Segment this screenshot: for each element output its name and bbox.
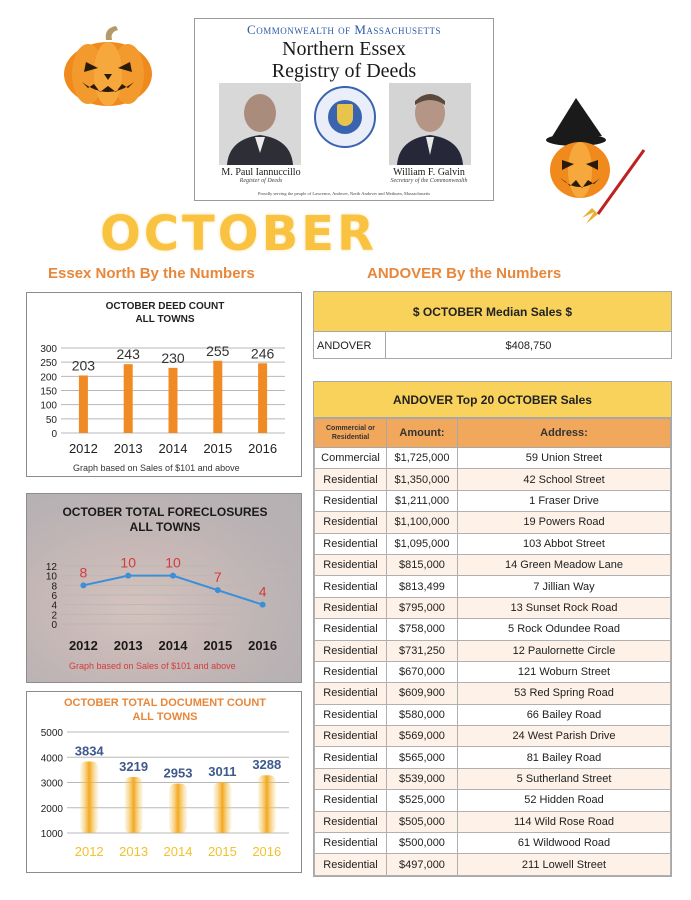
address-cell: 5 Rock Odundee Road — [458, 619, 671, 640]
type-cell: Residential — [315, 768, 387, 789]
x-tick-label: 2014 — [163, 844, 193, 859]
type-cell: Residential — [315, 811, 387, 832]
x-tick-label: 2012 — [68, 638, 98, 653]
data-label: 3219 — [119, 758, 149, 774]
month-title: OCTOBER — [100, 206, 377, 262]
data-point — [260, 602, 266, 608]
chart-subtitle: ALL TOWNS — [129, 520, 201, 534]
y-tick-label: 0 — [51, 620, 57, 631]
x-tick-label: 2015 — [207, 844, 237, 859]
address-cell: 59 Union Street — [458, 448, 671, 469]
data-point — [215, 587, 221, 593]
type-cell: Residential — [315, 726, 387, 747]
address-cell: 211 Lowell Street — [458, 854, 671, 875]
type-cell: Residential — [315, 704, 387, 725]
type-cell: Residential — [315, 576, 387, 597]
table-row — [315, 661, 671, 682]
data-label: 4 — [258, 583, 267, 600]
median-sales-box — [313, 291, 672, 359]
data-label: 3834 — [74, 743, 104, 759]
bar — [258, 775, 276, 833]
type-cell: Residential — [315, 554, 387, 575]
chart-subtitle: ALL TOWNS — [135, 314, 195, 325]
table-row — [315, 490, 671, 511]
amount-cell: $795,000 — [387, 597, 458, 618]
amount-cell: $609,900 — [387, 683, 458, 704]
data-label: 203 — [71, 357, 96, 374]
column-address-header: Address: — [458, 419, 671, 448]
y-tick-label: 8 — [51, 581, 57, 593]
table-row — [315, 726, 671, 747]
median-value: $408,750 — [505, 339, 552, 352]
register-title: Register of Deeds — [239, 178, 283, 184]
data-point — [80, 582, 86, 588]
x-tick-label: 2013 — [113, 638, 143, 653]
column-type-header: Commercial or Residential — [315, 419, 387, 448]
address-cell: 81 Bailey Road — [458, 747, 671, 768]
table-row — [315, 512, 671, 533]
table-row — [315, 554, 671, 575]
data-label: 230 — [161, 349, 185, 366]
amount-cell: $539,000 — [387, 768, 458, 789]
register-name: M. Paul Iannuccillo — [221, 167, 301, 178]
y-tick-label: 1000 — [40, 829, 63, 840]
data-label: 10 — [165, 554, 181, 571]
y-tick-label: 4 — [51, 600, 57, 612]
secretary-title: Secretary of the Commonwealth — [390, 178, 468, 184]
data-label: 7 — [213, 569, 222, 586]
register-photo — [219, 83, 301, 165]
address-cell: 1 Fraser Drive — [458, 490, 671, 511]
bar — [79, 375, 88, 433]
type-cell: Commercial — [315, 448, 387, 469]
bar — [258, 363, 267, 433]
bar — [213, 782, 231, 833]
x-tick-label: 2012 — [68, 441, 98, 456]
address-cell: 66 Bailey Road — [458, 704, 671, 725]
amount-cell: $731,250 — [387, 640, 458, 661]
data-label: 2953 — [163, 765, 193, 781]
table-row — [315, 704, 671, 725]
data-label: 255 — [206, 342, 230, 359]
address-cell: 52 Hidden Road — [458, 790, 671, 811]
header-commonwealth: Commonwealth of Massachusetts — [247, 22, 441, 37]
andover-title: ANDOVER By the Numbers — [367, 265, 562, 282]
address-cell: 53 Red Spring Road — [458, 683, 671, 704]
massachusetts-seal-icon — [314, 86, 376, 148]
amount-cell: $500,000 — [387, 833, 458, 854]
chart-title: OCTOBER TOTAL FORECLOSURES — [62, 505, 268, 519]
table-row — [315, 854, 671, 875]
header-footer-text: Proudly serving the people of Lawrence, Andover, North Andover and Methuen, Massachusetts — [257, 191, 431, 196]
type-cell: Residential — [315, 661, 387, 682]
y-tick-label: 12 — [45, 562, 57, 573]
bar — [124, 364, 133, 433]
y-tick-label: 2 — [51, 610, 57, 622]
amount-cell: $1,095,000 — [387, 533, 458, 554]
jack-o-lantern-icon — [58, 24, 158, 109]
amount-cell: $505,000 — [387, 811, 458, 832]
chart-subtitle: ALL TOWNS — [132, 711, 198, 723]
table-row — [315, 640, 671, 661]
x-tick-label: 2016 — [252, 844, 282, 859]
table-row — [315, 469, 671, 490]
amount-cell: $670,000 — [387, 661, 458, 682]
x-tick-label: 2015 — [203, 638, 233, 653]
y-tick-label: 4000 — [40, 753, 63, 765]
witch-pumpkin-icon — [546, 96, 656, 226]
data-label: 246 — [250, 345, 275, 362]
table-row — [315, 448, 671, 469]
amount-cell: $569,000 — [387, 726, 458, 747]
top-sales-box — [313, 381, 672, 877]
y-tick-label: 150 — [40, 386, 57, 398]
document-count-chart — [26, 691, 302, 873]
x-tick-label: 2013 — [119, 844, 149, 859]
y-tick-label: 2000 — [40, 803, 63, 815]
column-amount-header: Amount: — [387, 419, 458, 448]
secretary-photo — [389, 83, 471, 165]
data-label: 3288 — [252, 757, 282, 773]
amount-cell: $1,350,000 — [387, 469, 458, 490]
type-cell: Residential — [315, 490, 387, 511]
register-caption — [201, 167, 321, 184]
chart-note: Graph based on Sales of $101 and above — [73, 463, 240, 473]
address-cell: 42 School Street — [458, 469, 671, 490]
address-cell: 121 Woburn Street — [458, 661, 671, 682]
type-cell: Residential — [315, 833, 387, 854]
x-tick-label: 2016 — [248, 441, 278, 456]
header-registry: Registry of Deeds — [271, 60, 417, 82]
amount-cell: $1,100,000 — [387, 512, 458, 533]
bar — [169, 784, 187, 833]
address-cell: 19 Powers Road — [458, 512, 671, 533]
secretary-caption — [369, 167, 489, 184]
address-cell: 61 Wildwood Road — [458, 833, 671, 854]
y-tick-label: 100 — [40, 400, 57, 412]
table-header-row — [315, 419, 671, 448]
registry-header-card — [194, 18, 494, 201]
data-point — [125, 573, 131, 579]
y-tick-label: 5000 — [40, 728, 63, 739]
data-label: 243 — [116, 346, 140, 363]
amount-cell: $1,211,000 — [387, 490, 458, 511]
foreclosures-chart — [26, 493, 302, 683]
address-cell: 5 Sutherland Street — [458, 768, 671, 789]
y-tick-label: 0 — [51, 429, 57, 440]
table-row — [315, 747, 671, 768]
bar — [213, 361, 222, 433]
type-cell: Residential — [315, 683, 387, 704]
chart-note: Graph based on Sales of $101 and above — [69, 661, 236, 671]
x-tick-label: 2016 — [248, 638, 278, 653]
x-tick-label: 2015 — [203, 441, 233, 456]
x-tick-label: 2013 — [113, 441, 143, 456]
deed-count-chart — [26, 292, 302, 477]
data-label: 8 — [79, 564, 88, 581]
x-tick-label: 2014 — [158, 441, 188, 456]
amount-cell: $758,000 — [387, 619, 458, 640]
amount-cell: $565,000 — [387, 747, 458, 768]
top-sales-table — [314, 418, 671, 876]
y-tick-label: 200 — [40, 372, 57, 384]
type-cell: Residential — [315, 533, 387, 554]
header-northern-essex: Northern Essex — [282, 38, 406, 60]
address-cell: 114 Wild Rose Road — [458, 811, 671, 832]
median-town: ANDOVER — [314, 332, 386, 359]
address-cell: 12 Paulornette Circle — [458, 640, 671, 661]
table-row — [315, 619, 671, 640]
type-cell: Residential — [315, 619, 387, 640]
amount-cell: $525,000 — [387, 790, 458, 811]
data-label: 3011 — [208, 764, 237, 780]
table-row — [315, 768, 671, 789]
type-cell: Residential — [315, 640, 387, 661]
y-tick-label: 250 — [40, 358, 57, 370]
bar — [169, 368, 178, 433]
type-cell: Residential — [315, 597, 387, 618]
table-row — [315, 597, 671, 618]
median-row — [314, 332, 671, 359]
amount-cell: $497,000 — [387, 854, 458, 875]
type-cell: Residential — [315, 790, 387, 811]
amount-cell: $813,499 — [387, 576, 458, 597]
secretary-name: William F. Galvin — [393, 167, 465, 178]
essex-north-title: Essex North By the Numbers — [48, 265, 255, 282]
type-cell: Residential — [315, 854, 387, 875]
data-point — [170, 573, 176, 579]
y-tick-label: 50 — [45, 414, 57, 426]
address-cell: 7 Jillian Way — [458, 576, 671, 597]
type-cell: Residential — [315, 512, 387, 533]
bar — [80, 761, 98, 833]
type-cell: Residential — [315, 747, 387, 768]
chart-title: OCTOBER DEED COUNT — [105, 301, 225, 312]
x-tick-label: 2012 — [74, 844, 104, 859]
y-tick-label: 3000 — [40, 778, 63, 790]
table-row — [315, 790, 671, 811]
chart-title: OCTOBER TOTAL DOCUMENT COUNT — [63, 697, 267, 709]
top-sales-heading: ANDOVER Top 20 OCTOBER Sales — [314, 382, 671, 418]
table-row — [315, 683, 671, 704]
address-cell: 24 West Parish Drive — [458, 726, 671, 747]
series-line — [83, 576, 262, 605]
amount-cell: $580,000 — [387, 704, 458, 725]
amount-cell: $815,000 — [387, 554, 458, 575]
table-row — [315, 833, 671, 854]
table-row — [315, 533, 671, 554]
x-tick-label: 2014 — [158, 638, 188, 653]
table-row — [315, 576, 671, 597]
amount-cell: $1,725,000 — [387, 448, 458, 469]
y-tick-label: 6 — [51, 591, 57, 602]
address-cell: 14 Green Meadow Lane — [458, 554, 671, 575]
address-cell: 13 Sunset Rock Road — [458, 597, 671, 618]
y-tick-label: 300 — [40, 344, 57, 355]
data-label: 10 — [120, 554, 136, 571]
median-heading: $ OCTOBER Median Sales $ — [314, 292, 671, 332]
y-tick-label: 10 — [45, 571, 57, 583]
type-cell: Residential — [315, 469, 387, 490]
bar — [125, 777, 143, 833]
table-row — [315, 811, 671, 832]
address-cell: 103 Abbot Street — [458, 533, 671, 554]
